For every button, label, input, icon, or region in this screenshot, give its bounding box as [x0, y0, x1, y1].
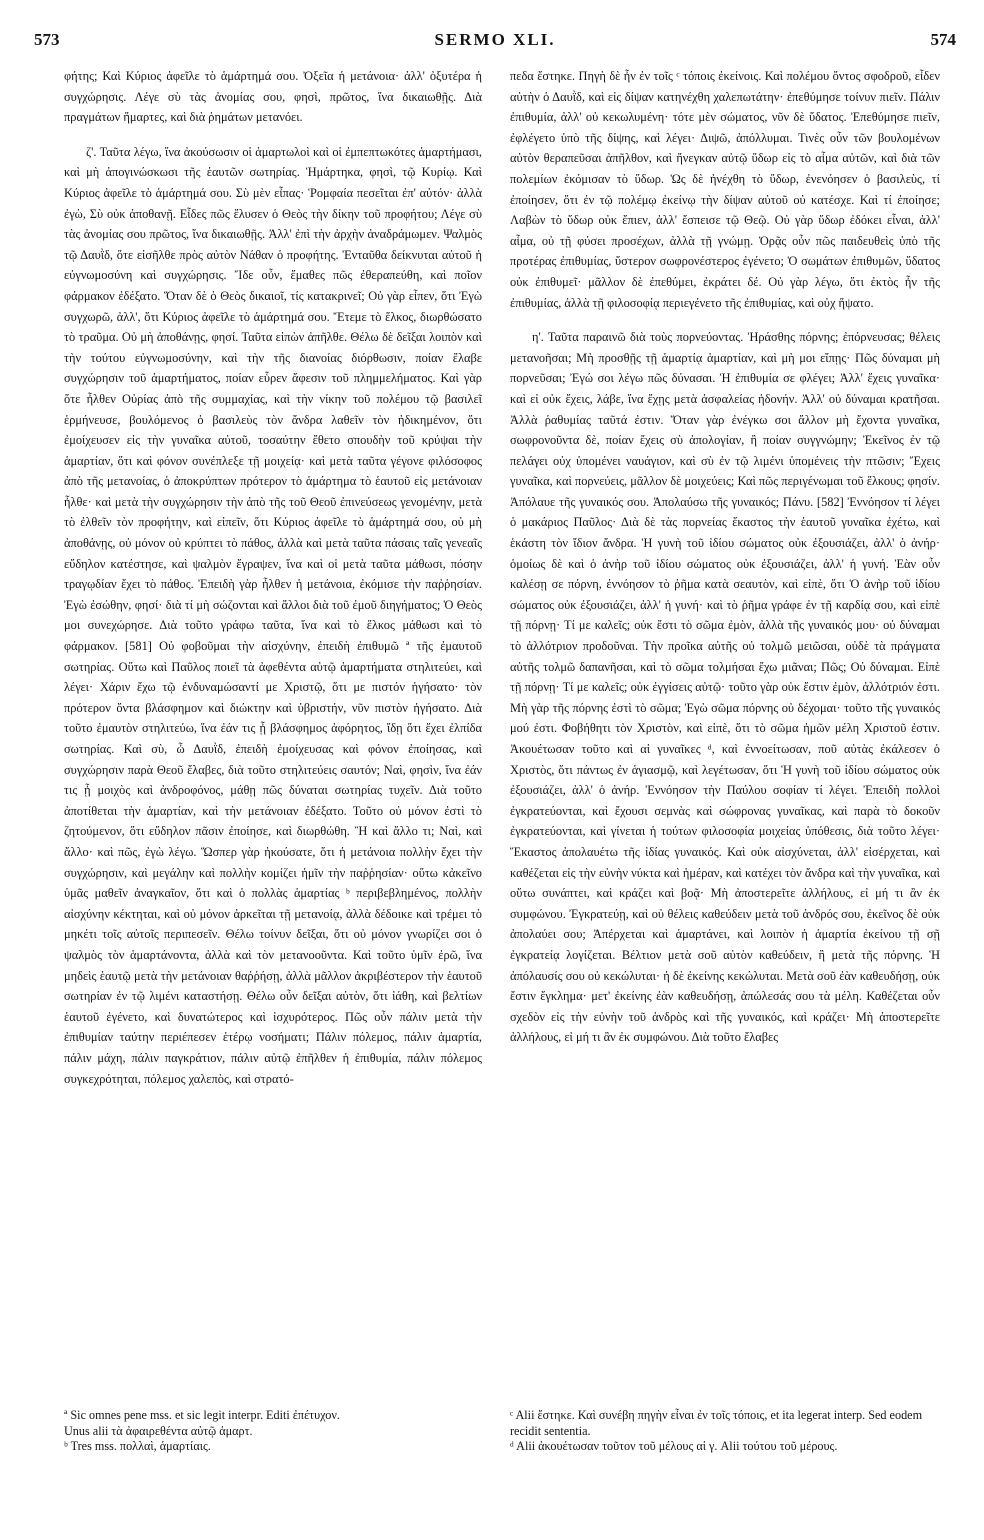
paragraph: ζ'. Ταῦτα λέγω, ἵνα ἀκούσωσιν οἱ ἁμαρτωλοὶ καὶ οἱ ἐμπεπτωκότες ἁμαρτήμασι, καὶ μὴ ἀπογινώσκωσι τῆς ἑαυτῶν σωτηρίας. Ἡμάρτηκα, φησὶ, τῷ Κυρίῳ. Καὶ Κύριος ἀφεῖλε τὸ ἁμάρτημά σου. Σὺ μὲν εἶπας· Ῥομφαία πεσεῖται ἐπ' αὐτόν· ἀλλὰ ἐγὼ, Σὺ οὐκ ἀποθανῇ. Εἶδες πῶς ἔλυσεν ὁ Θεὸς τὴν δίκην τοῦ προφήτου; Λέγε σὺ τὰς ἀνομίας σου πρῶτος, ἵνα δικαιωθῇς. Ἀλλ' ἐπὶ τὴν ἀρχὴν ἀναδράμωμεν. Ψαλμὸς τῷ Δαυῒδ, ὅτε εἰσῆλθε πρὸς αὐτὸν Νάθαν ὁ προφήτης. Ἐνταῦθα δείκνυται αὐτοῦ ἡ εὐγνωμοσύνη καὶ συγχώρησις. Ἴδε οὖν, ἔμαθες πῶς ἐθεραπεύθη, καὶ ποῖον φάρμακον ἐδέξατο. Ὅταν δὲ ὁ Θεὸς δικαιοῖ, τίς κατακρινεῖ; Οὐ γὰρ εἶπεν, ὅτι Ἐγὼ συγχωρῶ, ἀλλ', ὅτι Κύριος ἀφεῖλε τὸ ἁμάρτημά σου. Ἔτεμε τὸ ἕλκος, διωρθώσατο τὸ τραῦμα. Οὐ μὴ ἀποθάνῃς, φησί. Ταῦτα εἰπὼν ἀπῆλθε. Θέλω δὲ δεῖξαι λοιπὸν καὶ τὴν τούτου εὐγνωμοσύνην, καὶ τὴν τῆς διανοίας διόρθωσιν, ποίαν ἔλαβε συγχώρησιν τοῦ ἁμαρτήματος, ποίαν εὗρεν ἄφεσιν τοῦ πλημμελήματος. Καὶ γὰρ ὅτε ἦλθεν Οὐρίας ἀπὸ τῆς συμμαχίας, καὶ τὴν νίκην τοῦ πολέμου τῷ βασιλεῖ ἑρμήνευσε, βουλόμενος ὁ βασιλεὺς τὸν ἄνδρα λαθεῖν τὸν ἠδικημένον, ὅτι ἐμοίχευσεν εἰς τὴν γυναῖκα αὐτοῦ, τοσαύτην ἔθετο σπουδὴν τοῦ κρύψαι τὴν ἁμαρτίαν, ὅτι καὶ φόνον συνέπλεξε τῇ μοιχείᾳ· καὶ μετὰ ταῦτα γέγονε φιλόσοφος ἀπὸ τῆς μετανοίας, ὁ ἀποκρύπτων πρότερον τὸ ἁμάρτημα τὸ ἑαυτοῦ εἰς μετάνοιαν ἦλθε· καὶ μετὰ τὴν συγχώρησιν τὴν ἀπὸ τῆς τοῦ Θεοῦ ἐπινεύσεως γενομένην, μετὰ τὸ ἐλθεῖν τὸν προφήτην, καὶ εἰπεῖν, ὅτι Κύριος ἀφεῖλε τὸ ἁμάρτημά σου, οὐ μὴ ἀποθάνῃς, οὐ μόνον οὐ κρύπτει τὸ πάθος, ἀλλὰ καὶ μετὰ ταῦτα πάσαις ταῖς γενεαῖς εὔδηλον κατέστησε, καὶ ψαλμὸν ἔγραψεν, ἵνα καὶ οἱ μετὰ ταῦτα μάθωσι, πόσην τραγῳδίαν ἔχει τὸ πάθος. Ἐπειδὴ γὰρ ἦλθεν ἡ μετάνοια, ἐκόμισε τὴν παῤῥησίαν. Ἐγὼ ἐσώθην, φησί· διὰ τί μὴ σώζονται καὶ ἄλλοι διὰ τοῦ ἐμοῦ διηγήματος; Ὁ Θεὸς μοι συνεχώρησε. Διὰ τοῦτο γράφω ταῦτα, ἵνα καὶ τὸ ἕλκος μάθωσι καὶ τὸ φάρμακον. [581] Οὐ φοβοῦμαι τὴν αἰσχύνην, ἐπειδὴ ἐπιθυμῶ ª τῆς ἐμαυτοῦ σωτηρίας. Οὕτω καὶ Παῦλος ποιεῖ τὰ ἀφεθέντα αὐτῷ ἁμαρτήματα στηλιτεύει, καὶ λέγει· Χάριν ἔχω τῷ ἐνδυναμώσαντί με Χριστῷ, ὅτι με πιστόν ἡγήσατο· τὸν πρότερον ὄντα βλάσφημον καὶ διώκτην καὶ ὑβριστήν, νῦν πιστὸν ἡγήσατο. Διὰ τοῦτο ἐμαυτὸν στηλιτεύω, ἵνα ἐάν τις ᾖ βλάσφημος ἀφόρητος, ἴδῃ ὅτι ἔχει ἐλπίδα σωτηρίας. Καὶ σὺ, ὦ Δαυῒδ, ἐπειδὴ ἐμοίχευσας καὶ φόνον ἐποίησας, καὶ συγχώρησιν παρὰ Θεοῦ ἔλαβες, διὰ τοῦτο στηλιτεύεις σαυτόν; Ναὶ, φησὶν, ἵνα ἐάν τις ᾖ μοιχὸς καὶ ἀνδροφόνος, μάθῃ πῶς δύναται σωτηρίας τυχεῖν. Διὰ τοῦτο ἀποτίθεται τὴν ἁμαρτίαν, καὶ τὴν μετάνοιαν ἐδέξατο. Τοῦτο οὐ μόνον ἐστὶ τὸ ζητούμενον, ὅτι εὔδηλον πᾶσιν ἐποίησε, καὶ διωρθώθη. Ἢ καὶ ἄλλο τι; Ναὶ, καὶ ἄλλο· καὶ πῶς, ἐγὼ λέγω. Ὥσπερ γὰρ ἠκούσατε, ὅτι ἡ μετάνοια πολλὴν ἔχει τὴν συγχώρησιν, καὶ μεγάλην καὶ πολλὴν κομίζει ἡμῖν τὴν παῤῥησίαν· οὕτω κἀκεῖνο ὑμᾶς μαθεῖν ἀναγκαῖον, ὅτι καὶ ὁ πολλὰς ἁμαρτίας ᵇ περιβεβλημένος, πολλὴν αἰσχύνην κέκτηται, καὶ οὐ μόνον ἀρκεῖται τῇ μετανοίᾳ, ἀλλὰ δέδοικε καὶ τρέμει τὸ μηκέτι τοῖς αὐτοῖς περιπεσεῖν. Θέλω τοίνυν δεῖξαι, ὅτι οὐ μόνον γνωρίζει σοι ὁ ψαλμὸς τὸν ἁμαρτάνοντα, ἀλλὰ καὶ τὸν μετανοοῦντα. Καὶ τοῦτο ὑμῖν ἐρῶ, ἵνα μηδεὶς ἑαυτῷ μετὰ τὴν μετάνοιαν θαῤῥήσῃ, ἀλλὰ μᾶλλον ἀκριβέστερον τὴν ἑαυτοῦ σωτηρίαν ἐν τῷ λιμένι καταστήσῃ. Θέλω οὖν δεῖξαι αὐτὸν, ὅτι ἰάθη, καὶ βελτίων ἑαυτοῦ ἐγένετο, καὶ δυνατώτερος καὶ ἰσχυρότερος. Πῶς οὖν πάλιν μετὰ τὴν ἐπιθυμίαν ταύτην περιέπεσεν ἑτέρῳ νοσήματι; Πάλιν πόλεμος, πάλιν ἁμαρτία, πάλιν μάχη, πάλιν παγκράτιον, πάλιν αὐτῷ ἐπῆλθεν ἡ ἐπιθυμία, πάλιν πόλεμος συγκεχρότηται, πόλεμος χαλεπὸς, καὶ στρατό- [64, 144, 482, 1086]
left-footnotes [64, 1408, 482, 1455]
left-column [64, 66, 482, 1376]
paragraph: φήτης; Καὶ Κύριος ἀφεῖλε τὸ ἁμάρτημά σου. Ὀξεῖα ἡ μετάνοια· ἀλλ' ὀξυτέρα ἡ συγχώρησις. Λέγε σὺ τὰς ἀνομίας σου, φησὶ, πρῶτος, ἵνα δικαιωθῇς. Διὰ πραγμάτων ἥμαρτες, καὶ διὰ ῥημάτων μετανόει. [64, 69, 482, 125]
right-page-number: 574 [930, 30, 956, 49]
paragraph: η'. Ταῦτα παραινῶ διὰ τοὺς πορνεύοντας. Ἠράσθης πόρνης; ἐπόρνευσας; θέλεις μετανοῆσαι; Μὴ προσθῇς τῇ ἁμαρτίᾳ ἁμαρτίαν, καὶ μὴ μοι εἴπῃς· Πῶς δύναμαι μὴ πορνεῦσαι; Ἐγώ σοι λέγω πῶς δύνασαι. Ἡ ἐπιθυμία σε φλέγει; Ἀλλ' ἔχεις γυναῖκα· καὶ εἰ οὐκ ἔχεις, λάβε, ἵνα ἔχῃς μετὰ ἀσφαλείας ἡδονήν. Ἀλλ' οὐ δύναμαι κρατῆσαι. Ἀλλὰ ῥαθυμίας ταῦτά ἐστιν. Ὅταν γὰρ ἐνέγκω σοι ἄλλον μὴ ἔχοντα γυναῖκα, σωφρονοῦντα δὲ, ποίαν ἔχεις σὺ ἀπολογίαν, ἢ ποίαν συγγνώμην; Ἐκεῖνος ἐν τῷ πελάγει οὐχ ὑπομένει ναυάγιον, καὶ σὺ ἐν τῷ λιμένι ὑπομένεις τὴν πτῶσιν; Ἔχεις γυναῖκα, καὶ πορνεύεις, μᾶλλον δὲ μοιχεύεις; Καὶ πῶς περιγένωμαι τοῦ ἕλκους; φησίν. Ἀπόλαυε τῆς γυναικός σου. Ἀπολαύσω τῆς γυναικός; Πάνυ. [582] Ἐννόησον τί λέγει ὁ μακάριος Παῦλος· Διὰ δὲ τὰς πορνείας ἕκαστος τὴν ἑαυτοῦ γυναῖκα ἐχέτω, καὶ ἑκάστη τὸν ἴδιον ἄνδρα. Ἡ γυνὴ τοῦ ἰδίου σώματος οὐκ ἐξουσιάζει, ἀλλ' ὁ ἀνήρ· ὁμοίως δὲ καὶ ὁ ἀνὴρ τοῦ ἰδίου σώματος οὐκ ἐξουσιάζει, ἀλλ' ἡ γυνή. Ἐὰν οὖν καλέσῃ σε πόρνη, ἐννόησον τὸ ῥῆμα κατὰ σεαυτὸν, καὶ εἰπὲ, ὅτι Ὁ ἀνὴρ τοῦ ἰδίου σώματος οὐκ ἐξουσιάζει, ἀλλ' ἡ γυνή· καὶ τὸ ῥῆμα γράφε ἐν τῇ καρδίᾳ σου, καὶ εἰπὲ τῇ πόρνῃ· Τί με καλεῖς; οὐκ ἔστι τὸ σῶμα ἐμὸν, ἀλλὰ τῆς γυναικός μου· οὐ δύναμαι τὸ ἀλλότριον προδοῦναι. Τὴν προῖκα αὐτῆς οὐ τολμῶ μειῶσαι, οὐδὲ τὰ πράγματα αὐτῆς τολμῶ δαπανῆσαι, καὶ τὸ σῶμα τολμήσαι ἔχω μιᾶναι; Πῶς; Οὐ δύναμαι. Εἰπὲ τῇ πόρνῃ· Τί με καλεῖς; οὐκ ἐγγίσεις αὐτῷ· τοῦτο γὰρ οὐκ ἔστιν ἐμὸν, ἀλλότριόν ἐστι. Μὴ γὰρ τῆς πόρνης ἐστὶ τὸ σῶμα; Ἐγὼ σῶμα πόρνης οὐ δέχομαι· τοῦτο τῆς γυναικός μού ἐστι. Φοβήθητι τὸν Χριστὸν, καὶ εἰπὲ, ὅτι τὸ σῶμα ἡμῶν μέλη Χριστοῦ ἐστιν. Ἀκουέτωσαν τοῦτο καὶ αἱ γυναῖκες ᵈ, καὶ ἐννοείτωσαν, ποῦ αὐτὰς ἐκάλεσεν ὁ Χριστὸς, ὅτι πάντως ἐν ἁγιασμῷ, καὶ λεγέτωσαν, ὅτι Ἡ γυνὴ τοῦ ἰδίου σώματος οὐκ ἐξουσιάζει, ἀλλ' ὁ ἀνήρ. Ἐννόησον τὴν Παύλου σοφίαν τί λέγει. Ἐπειδὴ πολλοὶ ἐγκρατεύονται, καὶ ἔχουσι σεμνὰς καὶ σώφρονας γυναῖκας, καὶ παρὰ τὸ δοκοῦν ἐγκρατεύονται, καὶ γίνεται ἡ τούτων φιλοσοφία μοιχείας ὑπόθεσις, διὰ τοῦτο λέγει· Ἕκαστος ἀπολαυέτω τῆς ἰδίας γυναικός. Καὶ οὐκ αἰσχύνεται, ἀλλ' εἰσέρχεται, καὶ καθέζεται εἰς τὴν εὐνὴν νύκτα καὶ ἡμέραν, καὶ κατέχει τὸν ἄνδρα καὶ τὴν γυναῖκα, καὶ οὕτω συνάπτει, καὶ κράζει καὶ βοᾷ· Μὴ ἀποστερεῖτε ἀλλήλους, εἰ μή τι ἂν ἐκ συμφώνου. Ἐγκρατεύῃ, καὶ οὐ θέλεις καθεύδειν μετὰ τοῦ ἀνδρός σου, ἐκεῖνος δὲ οὐκ ἀπολαύει σου; Ἀπέρχεται καὶ ἁμαρτάνει, καὶ λοιπὸν ἡ ἁμαρτία ἐκείνου τῇ σῇ ἐγκρατείᾳ λογίζεται. Βέλτιον μετὰ σοῦ αὐτὸν καθεύδειν, ἢ μετὰ τῆς πόρνης. Ἡ ἀπόλαυσίς σου οὐ κεκώλυται· ἡ δὲ ἐκείνης κεκώλυται. Μετὰ σοῦ ἐὰν καθευδήσῃ, οὐκ ἔστιν ἔγκλημα· μετ' ἐκείνης ἐὰν καθευδήσῃ, ἀπώλεσάς σου τὰ μέλη. Καθέζεται οὖν σχεδὸν εἰς τὴν εὐνὴν τοῦ ἀνδρὸς καὶ τῆς γυναικός, καὶ κράζει· Μὴ ἀποστερεῖτε ἀλλήλους, εἰ μή τι ἂν ἐκ συμφώνου. Διὰ τοῦτο ἔλαβες [510, 330, 940, 1045]
footnote: ᵇ Tres mss. πολλαὶ, ἁμαρτίαις. [64, 1439, 211, 1453]
left-page-number: 573 [34, 30, 60, 49]
footnote: ª Sic omnes pene mss. et sic legit interpr. Editi ἐπέτυχον. [64, 1408, 340, 1422]
footnote: Unus alii τὰ ἀφαιρεθέντα αὐτῷ ἁμαρτ. [64, 1423, 253, 1438]
right-footnotes [510, 1408, 940, 1455]
footnote: ᵈ Alii ἀκουέτωσαν τοῦτον τοῦ μέλους αἱ γ. Alii τούτου τοῦ μέρους. [510, 1439, 838, 1453]
running-title: SERMO XLI. [434, 30, 556, 49]
footnote: ᶜ Alii ἔστηκε. Καὶ συνέβη πηγὴν εἶναι ἐν τοῖς τόποις, et ita legerat interp. Sed eodem recidit sententia. [510, 1408, 923, 1438]
paragraph: πεδα ἔστηκε. Πηγὴ δὲ ἦν ἐν τοῖς ᶜ τόποις ἐκείνοις. Καὶ πολέμου ὄντος σφοδροῦ, εἶδεν αὐτὴν ὁ Δαυῒδ, καὶ εἰς δίψαν κατηνέχθη χαλεπωτάτην· ἐπεθύμησε τοίνυν πιεῖν. Πάλιν ἐπιθυμία, ἀλλ' οὐ κεκωλυμένη· τότε μὲν σώματος, νῦν δὲ ὕδατος. Ἐπεθύμησε πιεῖν, ἐφλέγετο ὑπὸ τῆς δίψης, καὶ λέγει· Διψῶ, ἀπόλλυμαι. Τινὲς οὖν τῶν βουλομένων αὐτὸν θεραπεῦσαι ἀπῆλθον, καὶ ἤνεγκαν αὐτῷ ὕδωρ εἰς τὸ αἷμα αὐτῶν, καὶ διὰ τῶν πολεμίων ἐκόμισαν τὸ ὕδωρ. Ὡς δὲ ἠνέχθη τὸ ὕδωρ, ἐνενόησεν ὁ βασιλεὺς, τί ἐποίησεν, ὅτι ἐν τῷ πολέμῳ ἐκείνῳ τὴν δίψαν αὐτοῦ οὐ κατέσχε. Καὶ τί ἐποίησε; Λαβὼν τὸ ὕδωρ οὐκ ἔπιεν, ἀλλ' ἔσπεισε τῷ Θεῷ. Οὐ γὰρ ὕδωρ ἐδόκει εἶναι, ἀλλ' αἷμα, οὐ τῇ φύσει προσέχων, ἀλλὰ τῇ γνώμῃ. Ὁρᾷς οὖν πῶς παιδευθεὶς ὑπὸ τῆς προτέρας ἐπιθυμίας, ὕστερον σωφρονέστερος ἐγένετο; Ὁ σωμάτων ἐπιθυμῶν, ὕδατος οὐκ ἐπιθυμεῖ· μᾶλλον δὲ ἐπεθύμει, ἐκράτει δέ. Οὐ γὰρ λέγω, ὅτι ἐκτὸς ἦν τῆς ἐπιθυμίας, ἀλλὰ τῇ φιλοσοφίᾳ περιεγένετο τῆς ἐπιθυμίας, καὶ οὐχ ἥψατο. [510, 69, 940, 310]
right-column [510, 66, 940, 1376]
running-header [34, 30, 956, 58]
